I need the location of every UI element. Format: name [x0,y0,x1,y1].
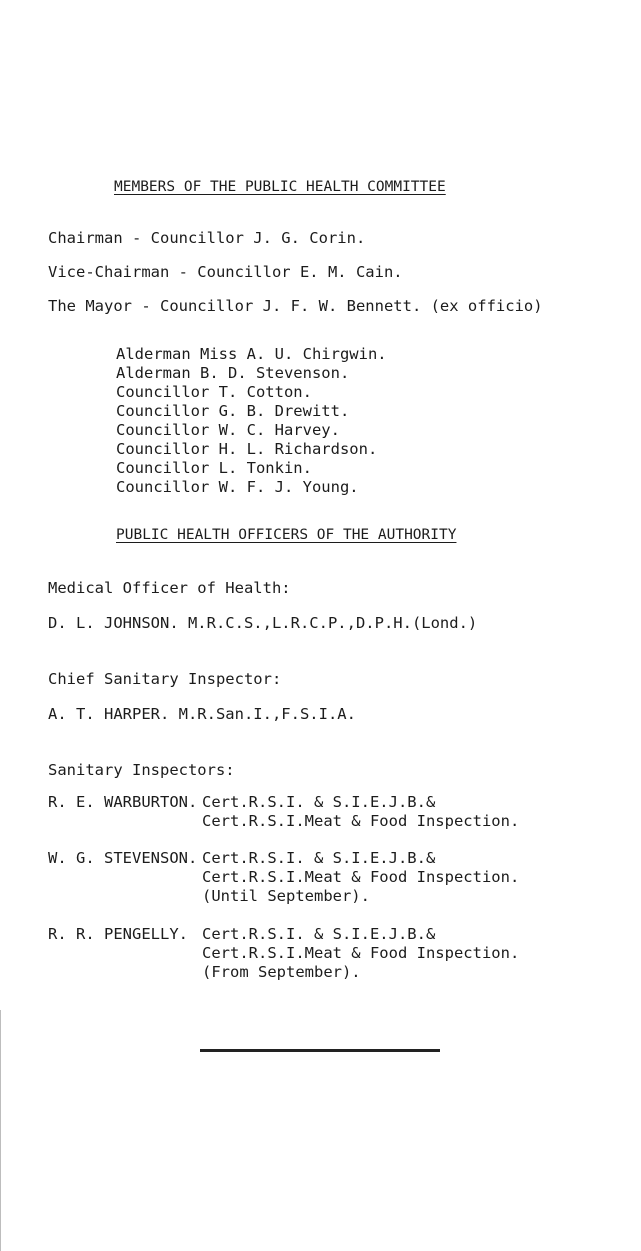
chief-inspector-label: Chief Sanitary Inspector: [48,670,282,688]
chief-inspector-name: A. T. HARPER. M.R.San.I.,F.S.I.A. [48,705,356,723]
committee-heading: MEMBERS OF THE PUBLIC HEALTH COMMITTEE [114,179,446,195]
inspector-name: W. G. STEVENSON. [48,849,198,867]
medical-officer-label: Medical Officer of Health: [48,579,291,597]
inspector-qualification: Cert.R.S.I.Meat & Food Inspection. [202,944,520,962]
inspector-qualification: (From September). [202,963,361,981]
inspectors-label: Sanitary Inspectors: [48,761,235,779]
inspector-qualification: Cert.R.S.I. & S.I.E.J.B.& [202,925,436,943]
member-line: Councillor L. Tonkin. [116,459,312,477]
medical-officer-name: D. L. JOHNSON. M.R.C.S.,L.R.C.P.,D.P.H.(Lond.) [48,614,478,632]
member-line: Councillor W. F. J. Young. [116,478,359,496]
vice-chairman-line: Vice-Chairman - Councillor E. M. Cain. [48,263,403,281]
inspector-name: R. R. PENGELLY. [48,925,188,943]
page-edge-line [0,1010,1,1251]
inspector-qualification: (Until September). [202,887,370,905]
inspector-name: R. E. WARBURTON. [48,793,198,811]
inspector-qualification: Cert.R.S.I. & S.I.E.J.B.& [202,793,436,811]
officers-heading: PUBLIC HEALTH OFFICERS OF THE AUTHORITY [116,527,457,543]
mayor-line: The Mayor - Councillor J. F. W. Bennett. (ex officio) [48,297,543,315]
member-line: Councillor G. B. Drewitt. [116,402,350,420]
member-line: Alderman Miss A. U. Chirgwin. [116,345,387,363]
member-line: Councillor W. C. Harvey. [116,421,340,439]
inspector-qualification: Cert.R.S.I. & S.I.E.J.B.& [202,849,436,867]
member-line: Councillor T. Cotton. [116,383,312,401]
inspector-qualification: Cert.R.S.I.Meat & Food Inspection. [202,868,520,886]
section-divider [200,1049,440,1052]
inspector-qualification: Cert.R.S.I.Meat & Food Inspection. [202,812,520,830]
member-line: Councillor H. L. Richardson. [116,440,378,458]
chairman-line: Chairman - Councillor J. G. Corin. [48,229,366,247]
member-line: Alderman B. D. Stevenson. [116,364,350,382]
